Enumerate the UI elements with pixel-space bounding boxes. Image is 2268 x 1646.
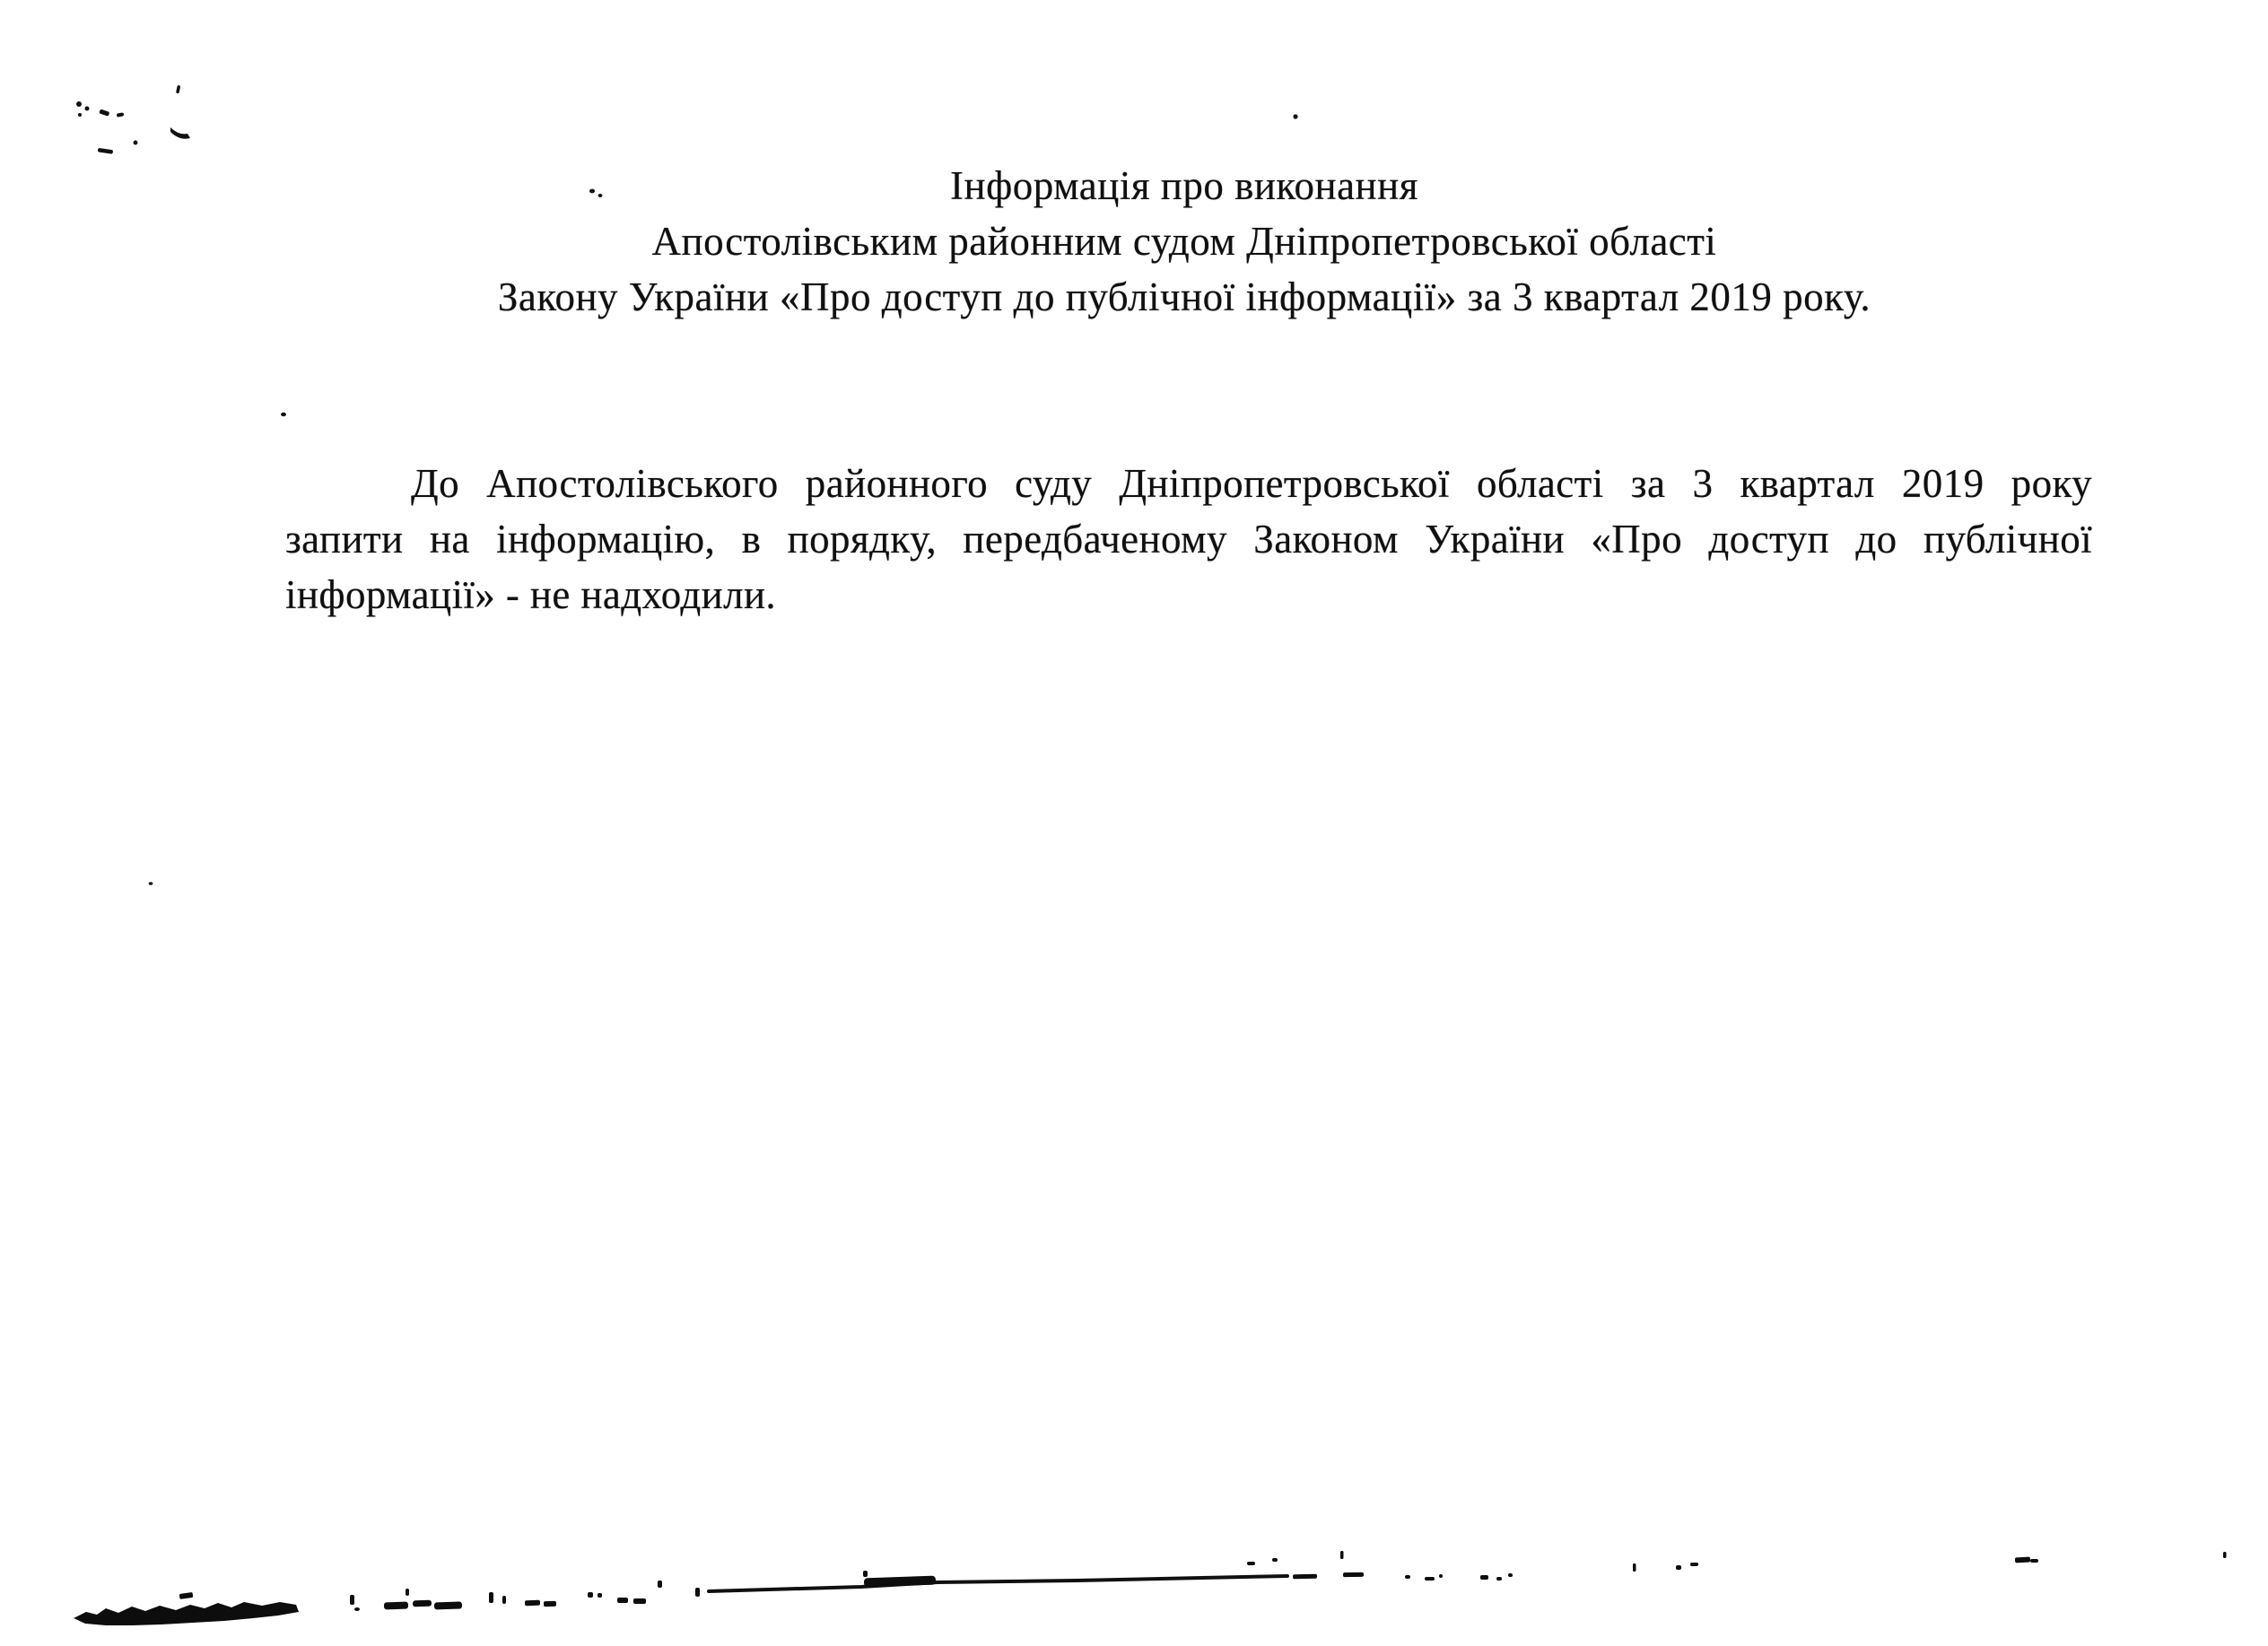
document-title [50, 158, 2268, 325]
body-line-1: До Апостолівського районного суду Дніпропетровської області за 3 квартал 2019 року [411, 461, 2092, 506]
bottom-streak-left [74, 1592, 299, 1625]
title-line-2: Апостолівським районним судом Дніпропетровської області [651, 219, 1717, 264]
document-paragraph [285, 456, 2092, 623]
bottom-streak-line [709, 1571, 1364, 1591]
bottom-streak-middle [350, 1581, 700, 1611]
body-line-3: інформації» - не надходили. [285, 572, 777, 617]
title-line-1: Інформація про виконання [950, 163, 1418, 208]
top-left-speckle-cluster [76, 85, 190, 154]
title-line-3: Закону України «Про доступ до публічної інформації» за 3 квартал 2019 року. [497, 274, 1871, 319]
body-line-2: запити на інформацію, в порядку, передбаченому Законом України «Про доступ до публічної [285, 517, 2092, 562]
bottom-streak-right-specks [1247, 1551, 2227, 1581]
